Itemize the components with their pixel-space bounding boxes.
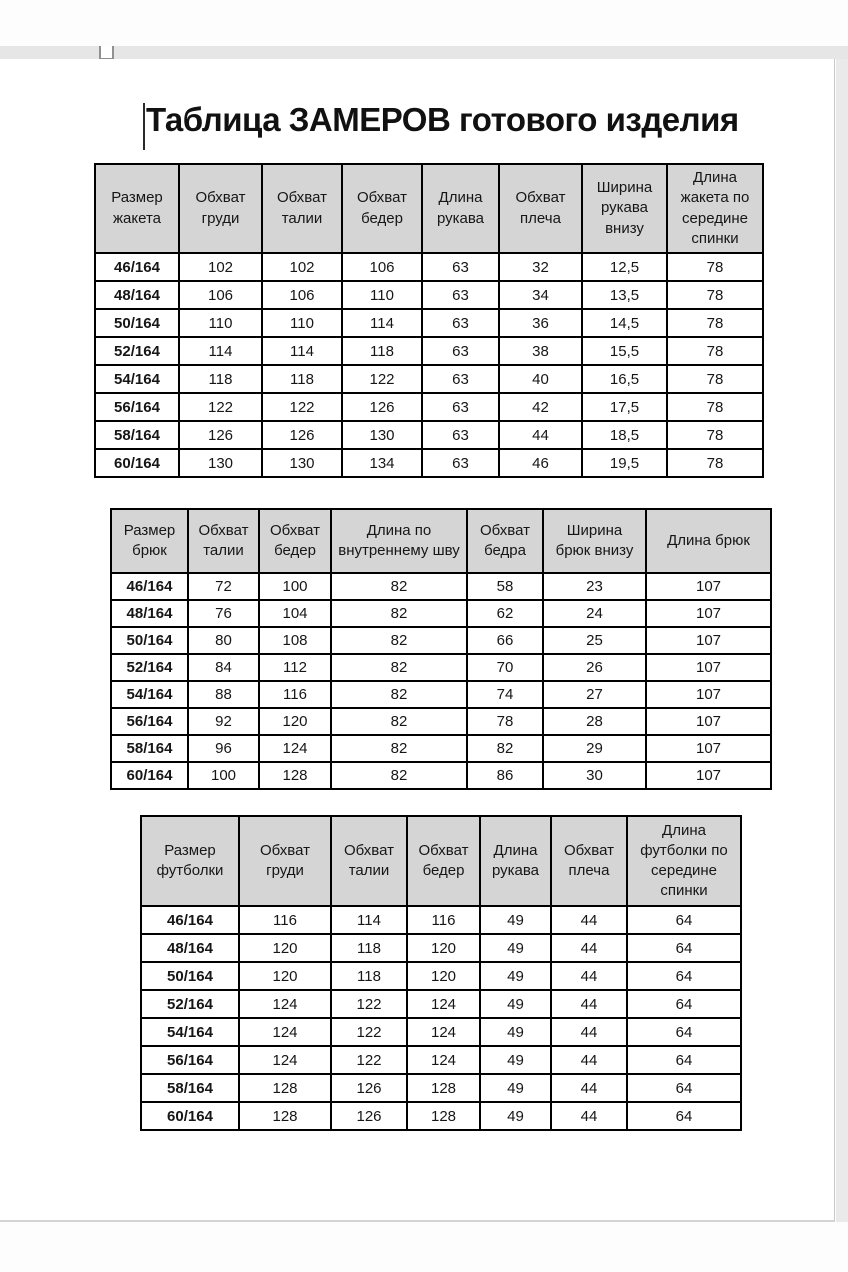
table-row	[95, 393, 763, 421]
value-cell[interactable]: 118	[262, 365, 342, 393]
value-cell[interactable]: 49	[480, 1102, 551, 1130]
value-cell[interactable]: 63	[422, 281, 499, 309]
value-cell[interactable]: 82	[467, 735, 543, 762]
value-cell[interactable]: 88	[188, 681, 259, 708]
value-cell[interactable]: 44	[551, 1102, 627, 1130]
table-row	[111, 654, 771, 681]
column-header[interactable]: Обхват плеча	[499, 164, 582, 253]
column-header[interactable]: Обхват бедра	[467, 509, 543, 573]
header-row	[95, 164, 763, 253]
value-cell[interactable]: 44	[551, 1046, 627, 1074]
value-cell[interactable]: 122	[331, 1046, 407, 1074]
column-header[interactable]: Обхват талии	[331, 816, 407, 906]
value-cell[interactable]: 110	[262, 309, 342, 337]
value-cell[interactable]: 78	[667, 337, 763, 365]
table-row	[95, 309, 763, 337]
column-header[interactable]: Длина рукава	[480, 816, 551, 906]
value-cell[interactable]: 118	[331, 934, 407, 962]
value-cell[interactable]: 64	[627, 962, 741, 990]
size-cell[interactable]: 52/164	[141, 990, 239, 1018]
table-row	[111, 735, 771, 762]
table-row	[141, 1046, 741, 1074]
column-header[interactable]: Обхват груди	[179, 164, 262, 253]
value-cell[interactable]: 44	[551, 990, 627, 1018]
document-title[interactable]: Таблица ЗАМЕРОВ готового изделия	[146, 101, 739, 138]
value-cell[interactable]: 110	[342, 281, 422, 309]
value-cell[interactable]: 102	[262, 253, 342, 281]
value-cell[interactable]: 23	[543, 573, 646, 600]
value-cell[interactable]: 44	[551, 962, 627, 990]
value-cell[interactable]: 120	[239, 934, 331, 962]
size-cell[interactable]: 48/164	[95, 281, 179, 309]
value-cell[interactable]: 46	[499, 449, 582, 477]
value-cell[interactable]: 49	[480, 1046, 551, 1074]
value-cell[interactable]: 114	[342, 309, 422, 337]
jacket-measurements-table[interactable]	[94, 163, 764, 478]
size-cell[interactable]: 60/164	[111, 762, 188, 789]
value-cell[interactable]: 64	[627, 1074, 741, 1102]
value-cell[interactable]: 104	[259, 600, 331, 627]
value-cell[interactable]: 110	[179, 309, 262, 337]
value-cell[interactable]: 116	[259, 681, 331, 708]
value-cell[interactable]: 49	[480, 1018, 551, 1046]
table-row	[111, 600, 771, 627]
value-cell[interactable]: 120	[259, 708, 331, 735]
value-cell[interactable]: 120	[407, 934, 480, 962]
value-cell[interactable]: 49	[480, 962, 551, 990]
value-cell[interactable]: 126	[331, 1102, 407, 1130]
table-row	[95, 449, 763, 477]
value-cell[interactable]: 82	[331, 735, 467, 762]
size-cell[interactable]: 52/164	[95, 337, 179, 365]
value-cell[interactable]: 19,5	[582, 449, 667, 477]
value-cell[interactable]: 126	[179, 421, 262, 449]
value-cell[interactable]: 64	[627, 906, 741, 934]
value-cell[interactable]: 128	[239, 1074, 331, 1102]
table-row	[95, 337, 763, 365]
value-cell[interactable]: 128	[259, 762, 331, 789]
value-cell[interactable]: 124	[407, 1046, 480, 1074]
value-cell[interactable]: 15,5	[582, 337, 667, 365]
value-cell[interactable]: 63	[422, 309, 499, 337]
column-header[interactable]: Ширина брюк внизу	[543, 509, 646, 573]
value-cell[interactable]: 74	[467, 681, 543, 708]
value-cell[interactable]: 130	[262, 449, 342, 477]
value-cell[interactable]: 66	[467, 627, 543, 654]
value-cell[interactable]: 63	[422, 365, 499, 393]
value-cell[interactable]: 128	[407, 1102, 480, 1130]
value-cell[interactable]: 12,5	[582, 253, 667, 281]
table-row	[111, 681, 771, 708]
value-cell[interactable]: 62	[467, 600, 543, 627]
size-cell[interactable]: 58/164	[95, 421, 179, 449]
outside-page-right-margin	[836, 59, 848, 1222]
size-cell[interactable]: 60/164	[141, 1102, 239, 1130]
table-row	[141, 1018, 741, 1046]
value-cell[interactable]: 25	[543, 627, 646, 654]
size-cell[interactable]: 48/164	[141, 934, 239, 962]
value-cell[interactable]: 70	[467, 654, 543, 681]
value-cell[interactable]: 64	[627, 1018, 741, 1046]
value-cell[interactable]: 122	[179, 393, 262, 421]
table-row	[95, 421, 763, 449]
value-cell[interactable]: 82	[331, 600, 467, 627]
value-cell[interactable]: 80	[188, 627, 259, 654]
value-cell[interactable]: 107	[646, 735, 771, 762]
value-cell[interactable]: 124	[239, 1046, 331, 1074]
value-cell[interactable]: 38	[499, 337, 582, 365]
value-cell[interactable]: 124	[239, 990, 331, 1018]
value-cell[interactable]: 40	[499, 365, 582, 393]
value-cell[interactable]: 124	[407, 990, 480, 1018]
value-cell[interactable]: 124	[407, 1018, 480, 1046]
column-header[interactable]: Обхват бедер	[342, 164, 422, 253]
value-cell[interactable]: 78	[667, 393, 763, 421]
value-cell[interactable]: 108	[259, 627, 331, 654]
column-header[interactable]: Обхват бедер	[407, 816, 480, 906]
value-cell[interactable]: 102	[179, 253, 262, 281]
value-cell[interactable]: 107	[646, 600, 771, 627]
value-cell[interactable]: 122	[331, 1018, 407, 1046]
size-cell[interactable]: 58/164	[141, 1074, 239, 1102]
value-cell[interactable]: 118	[179, 365, 262, 393]
size-cell[interactable]: 50/164	[95, 309, 179, 337]
value-cell[interactable]: 63	[422, 421, 499, 449]
column-header[interactable]: Обхват талии	[188, 509, 259, 573]
header-row	[141, 816, 741, 906]
value-cell[interactable]: 78	[667, 253, 763, 281]
size-cell[interactable]: 46/164	[111, 573, 188, 600]
size-cell[interactable]: 56/164	[111, 708, 188, 735]
value-cell[interactable]: 27	[543, 681, 646, 708]
value-cell[interactable]: 29	[543, 735, 646, 762]
value-cell[interactable]: 44	[551, 1074, 627, 1102]
value-cell[interactable]: 124	[239, 1018, 331, 1046]
value-cell[interactable]: 82	[331, 627, 467, 654]
table-row	[111, 627, 771, 654]
text-insertion-cursor	[143, 103, 145, 150]
header-row	[111, 509, 771, 573]
table-row	[141, 962, 741, 990]
table-row	[95, 365, 763, 393]
value-cell[interactable]: 63	[422, 337, 499, 365]
value-cell[interactable]: 49	[480, 990, 551, 1018]
column-header[interactable]: Размер брюк	[111, 509, 188, 573]
value-cell[interactable]: 126	[342, 393, 422, 421]
size-cell[interactable]: 54/164	[111, 681, 188, 708]
value-cell[interactable]: 96	[188, 735, 259, 762]
value-cell[interactable]: 44	[551, 906, 627, 934]
size-cell[interactable]: 54/164	[141, 1018, 239, 1046]
size-cell[interactable]: 52/164	[111, 654, 188, 681]
value-cell[interactable]: 92	[188, 708, 259, 735]
column-header[interactable]: Длина жакета по середине спинки	[667, 164, 763, 253]
value-cell[interactable]: 134	[342, 449, 422, 477]
value-cell[interactable]: 49	[480, 906, 551, 934]
value-cell[interactable]: 13,5	[582, 281, 667, 309]
size-cell[interactable]: 46/164	[95, 253, 179, 281]
table-row	[141, 1102, 741, 1130]
value-cell[interactable]: 118	[342, 337, 422, 365]
value-cell[interactable]: 122	[262, 393, 342, 421]
table-row	[95, 281, 763, 309]
value-cell[interactable]: 63	[422, 393, 499, 421]
value-cell[interactable]: 106	[179, 281, 262, 309]
value-cell[interactable]: 82	[331, 681, 467, 708]
value-cell[interactable]: 78	[467, 708, 543, 735]
value-cell[interactable]: 76	[188, 600, 259, 627]
value-cell[interactable]: 82	[331, 708, 467, 735]
value-cell[interactable]: 106	[262, 281, 342, 309]
value-cell[interactable]: 114	[179, 337, 262, 365]
value-cell[interactable]: 82	[331, 654, 467, 681]
value-cell[interactable]: 107	[646, 573, 771, 600]
column-header[interactable]: Ширина рукава внизу	[582, 164, 667, 253]
value-cell[interactable]: 16,5	[582, 365, 667, 393]
value-cell[interactable]: 44	[499, 421, 582, 449]
value-cell[interactable]: 114	[331, 906, 407, 934]
value-cell[interactable]: 130	[342, 421, 422, 449]
column-header[interactable]: Обхват талии	[262, 164, 342, 253]
value-cell[interactable]: 112	[259, 654, 331, 681]
size-cell[interactable]: 50/164	[141, 962, 239, 990]
value-cell[interactable]: 122	[342, 365, 422, 393]
value-cell[interactable]: 18,5	[582, 421, 667, 449]
value-cell[interactable]: 86	[467, 762, 543, 789]
value-cell[interactable]: 106	[342, 253, 422, 281]
column-header[interactable]: Длина брюк	[646, 509, 771, 573]
column-header[interactable]: Длина рукава	[422, 164, 499, 253]
size-cell[interactable]: 46/164	[141, 906, 239, 934]
column-header[interactable]: Обхват плеча	[551, 816, 627, 906]
value-cell[interactable]: 116	[239, 906, 331, 934]
value-cell[interactable]: 120	[239, 962, 331, 990]
value-cell[interactable]: 58	[467, 573, 543, 600]
column-header[interactable]: Длина по внутреннему шву	[331, 509, 467, 573]
column-header[interactable]: Длина футболки по середине спинки	[627, 816, 741, 906]
value-cell[interactable]: 126	[331, 1074, 407, 1102]
value-cell[interactable]: 122	[331, 990, 407, 1018]
value-cell[interactable]: 64	[627, 934, 741, 962]
column-header[interactable]: Размер жакета	[95, 164, 179, 253]
value-cell[interactable]: 64	[627, 1102, 741, 1130]
value-cell[interactable]: 114	[262, 337, 342, 365]
value-cell[interactable]: 124	[259, 735, 331, 762]
value-cell[interactable]: 107	[646, 654, 771, 681]
value-cell[interactable]: 17,5	[582, 393, 667, 421]
size-cell[interactable]: 56/164	[141, 1046, 239, 1074]
value-cell[interactable]: 78	[667, 309, 763, 337]
size-cell[interactable]: 48/164	[111, 600, 188, 627]
value-cell[interactable]: 82	[331, 573, 467, 600]
table-row	[111, 573, 771, 600]
value-cell[interactable]: 107	[646, 762, 771, 789]
document-page[interactable]	[0, 59, 835, 1222]
value-cell[interactable]: 130	[179, 449, 262, 477]
value-cell[interactable]: 107	[646, 681, 771, 708]
value-cell[interactable]: 82	[331, 762, 467, 789]
value-cell[interactable]: 24	[543, 600, 646, 627]
value-cell[interactable]: 44	[551, 1018, 627, 1046]
column-header[interactable]: Обхват бедер	[259, 509, 331, 573]
value-cell[interactable]: 128	[239, 1102, 331, 1130]
value-cell[interactable]: 78	[667, 365, 763, 393]
table-row	[141, 934, 741, 962]
value-cell[interactable]: 49	[480, 1074, 551, 1102]
tshirt-measurements-table[interactable]	[140, 815, 742, 1131]
value-cell[interactable]: 34	[499, 281, 582, 309]
value-cell[interactable]: 64	[627, 1046, 741, 1074]
size-cell[interactable]: 50/164	[111, 627, 188, 654]
value-cell[interactable]: 32	[499, 253, 582, 281]
value-cell[interactable]: 84	[188, 654, 259, 681]
value-cell[interactable]: 30	[543, 762, 646, 789]
value-cell[interactable]: 49	[480, 934, 551, 962]
value-cell[interactable]: 28	[543, 708, 646, 735]
value-cell[interactable]: 100	[259, 573, 331, 600]
value-cell[interactable]: 44	[551, 934, 627, 962]
value-cell[interactable]: 107	[646, 708, 771, 735]
column-header[interactable]: Обхват груди	[239, 816, 331, 906]
value-cell[interactable]: 63	[422, 449, 499, 477]
value-cell[interactable]: 72	[188, 573, 259, 600]
value-cell[interactable]: 14,5	[582, 309, 667, 337]
page-top-margin-band	[0, 46, 848, 59]
page-corner-crop-mark-icon	[99, 46, 114, 60]
column-header[interactable]: Размер футболки	[141, 816, 239, 906]
value-cell[interactable]: 120	[407, 962, 480, 990]
value-cell[interactable]: 126	[262, 421, 342, 449]
value-cell[interactable]: 128	[407, 1074, 480, 1102]
size-cell[interactable]: 56/164	[95, 393, 179, 421]
size-cell[interactable]: 60/164	[95, 449, 179, 477]
value-cell[interactable]: 42	[499, 393, 582, 421]
size-cell[interactable]: 58/164	[111, 735, 188, 762]
value-cell[interactable]: 64	[627, 990, 741, 1018]
value-cell[interactable]: 116	[407, 906, 480, 934]
size-cell[interactable]: 54/164	[95, 365, 179, 393]
value-cell[interactable]: 107	[646, 627, 771, 654]
value-cell[interactable]: 78	[667, 281, 763, 309]
table-row	[141, 906, 741, 934]
trousers-measurements-table[interactable]	[110, 508, 772, 790]
table-row	[111, 762, 771, 789]
value-cell[interactable]: 26	[543, 654, 646, 681]
table-row	[111, 708, 771, 735]
table-row	[95, 253, 763, 281]
value-cell[interactable]: 78	[667, 449, 763, 477]
value-cell[interactable]: 78	[667, 421, 763, 449]
table-row	[141, 1074, 741, 1102]
value-cell[interactable]: 100	[188, 762, 259, 789]
value-cell[interactable]: 36	[499, 309, 582, 337]
table-row	[141, 990, 741, 1018]
value-cell[interactable]: 118	[331, 962, 407, 990]
value-cell[interactable]: 63	[422, 253, 499, 281]
